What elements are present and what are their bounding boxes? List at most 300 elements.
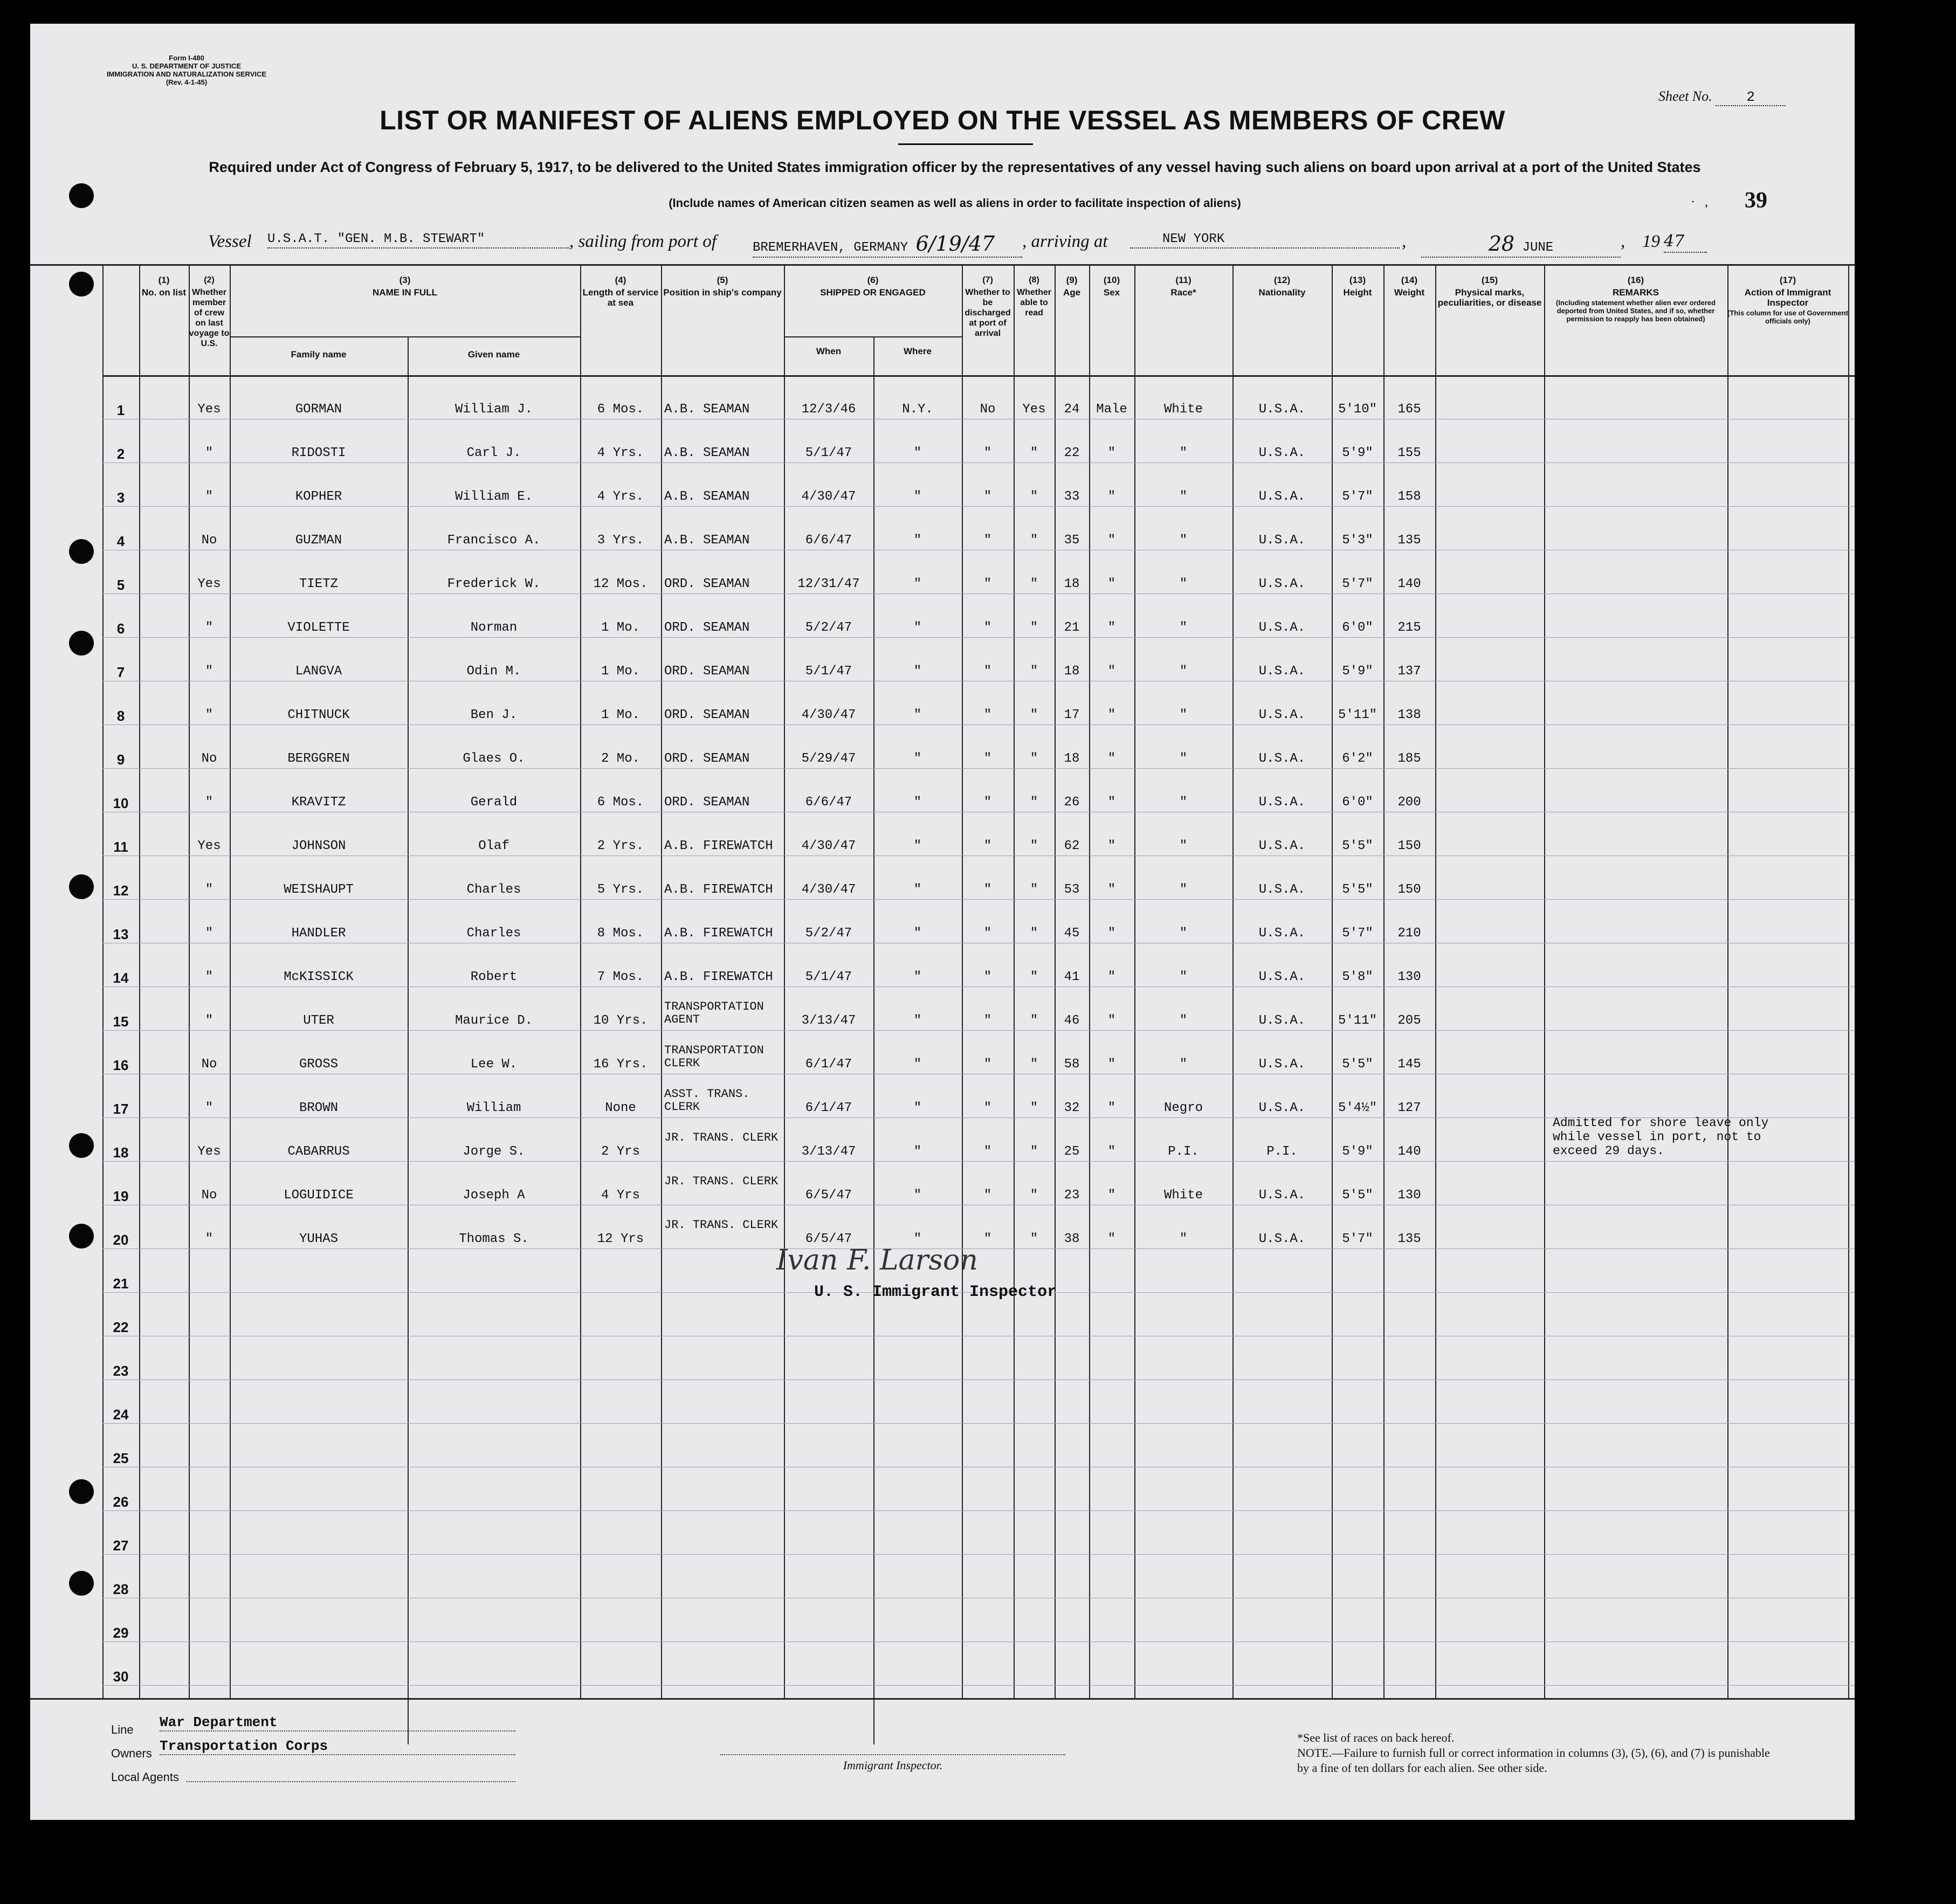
cell-age: 25 (1064, 1144, 1080, 1159)
cell-weight: 127 (1397, 1101, 1421, 1115)
cell-position: JR. TRANS. CLERK (664, 1218, 779, 1232)
row-number: 14 (113, 970, 129, 986)
cell-discharged: " (983, 926, 992, 941)
cell-last-voyage: " (205, 926, 213, 941)
comma: , (1621, 232, 1626, 251)
cell-nationality: U.S.A. (1258, 446, 1306, 460)
cell-sex: " (1107, 708, 1116, 722)
row-number: 15 (113, 1013, 129, 1030)
cell-discharged: " (983, 1188, 992, 1203)
row-number: 30 (113, 1668, 129, 1685)
cell-given-name: Joseph A (463, 1188, 525, 1203)
row-number: 20 (113, 1232, 129, 1248)
cell-weight: 165 (1397, 402, 1421, 417)
cell-age: 41 (1064, 970, 1080, 984)
cell-race: " (1179, 970, 1188, 984)
cell-given-name: Carl J. (466, 446, 521, 460)
row-number: 12 (113, 882, 129, 899)
cell-shipped-when: 4/30/47 (801, 839, 856, 853)
cell-length-service: 3 Yrs. (597, 533, 644, 548)
cell-shipped-when: 5/1/47 (805, 970, 852, 984)
cell-length-service: 6 Mos. (597, 795, 644, 810)
header-length-service: (4) Length of service at sea (582, 275, 659, 308)
cell-family-name: LOGUIDICE (284, 1188, 354, 1203)
sheet-number-label: Sheet No. (1658, 88, 1712, 104)
cell-last-voyage: " (205, 489, 213, 504)
cell-family-name: KRAVITZ (291, 795, 346, 810)
cell-shipped-where: " (913, 620, 922, 635)
cell-nationality: U.S.A. (1258, 1101, 1306, 1115)
cell-able-to-read: " (1030, 1013, 1038, 1028)
cell-race: " (1179, 533, 1188, 548)
cell-sex: " (1107, 882, 1116, 897)
cell-able-to-read: " (1030, 1232, 1038, 1246)
cell-able-to-read: Yes (1022, 402, 1046, 417)
cell-race: White (1163, 402, 1203, 417)
inspector-label: Immigrant Inspector. (843, 1758, 943, 1772)
cell-able-to-read: " (1030, 446, 1038, 460)
inspector-stamp: U. S. Immigrant Inspector (814, 1283, 1057, 1301)
header-able-to-read: (8) Whether able to read (1017, 275, 1051, 318)
cell-able-to-read: " (1030, 926, 1038, 941)
row-number: 28 (113, 1581, 129, 1597)
cell-position: A.B. SEAMAN (664, 402, 750, 417)
cell-given-name: Thomas S. (459, 1232, 529, 1246)
cell-able-to-read: " (1030, 577, 1038, 591)
header-nationality: (12) Nationality (1258, 275, 1306, 298)
cell-able-to-read: " (1030, 1188, 1038, 1203)
row-number: 3 (116, 489, 125, 506)
cell-race: " (1179, 708, 1188, 722)
cell-family-name: BROWN (299, 1101, 338, 1115)
cell-position: ORD. SEAMAN (664, 620, 750, 635)
cell-shipped-when: 5/1/47 (805, 664, 852, 679)
arrival-date (1421, 232, 1621, 258)
cell-age: 45 (1064, 926, 1080, 941)
cell-age: 62 (1064, 839, 1080, 853)
row-number: 16 (113, 1057, 129, 1073)
cell-discharged: " (983, 1101, 992, 1115)
row-number: 13 (113, 926, 129, 942)
cell-weight: 200 (1397, 795, 1421, 810)
cell-length-service: 8 Mos. (597, 926, 644, 941)
arriving-port (1130, 232, 1400, 249)
cell-discharged: " (983, 446, 992, 460)
cell-sex: " (1107, 970, 1116, 984)
cell-last-voyage: " (205, 708, 213, 722)
cell-shipped-where: " (913, 489, 922, 504)
header-when: When (816, 346, 842, 356)
cell-length-service: 4 Yrs (601, 1188, 640, 1203)
revision: (Rev. 4-1-45) (166, 78, 208, 86)
sailing-port-name: BREMERHAVEN, GERMANY (753, 240, 908, 255)
cell-height: 5'5" (1342, 1188, 1373, 1203)
cell-age: 22 (1064, 446, 1080, 460)
row-rule (102, 1161, 1855, 1162)
cell-last-voyage: " (205, 446, 213, 460)
cell-shipped-when: 5/29/47 (801, 751, 856, 766)
cell-length-service: 4 Yrs. (597, 489, 644, 504)
row-number: 1 (116, 402, 125, 418)
cell-shipped-where: " (913, 882, 922, 897)
cell-race: Negro (1163, 1101, 1203, 1115)
header-physical-marks: (15) Physical marks, peculiarities, or disease (1437, 275, 1542, 308)
cell-shipped-when: 6/5/47 (805, 1188, 852, 1203)
cell-race: " (1179, 489, 1188, 504)
cell-shipped-when: 6/1/47 (805, 1057, 852, 1072)
cell-able-to-read: " (1030, 1144, 1038, 1159)
cell-discharged: " (983, 795, 992, 810)
cell-shipped-when: 12/3/46 (801, 402, 856, 417)
cell-age: 46 (1064, 1013, 1080, 1028)
row-rule (102, 899, 1855, 900)
include-note: (Include names of American citizen seamen as well as aliens in order to facilitate inspection of aliens) (669, 196, 1241, 210)
cell-race: " (1179, 577, 1188, 591)
row-number: 9 (116, 751, 125, 768)
cell-shipped-where: " (913, 795, 922, 810)
cell-height: 5'5" (1342, 1057, 1373, 1072)
row-number: 29 (113, 1625, 129, 1641)
cell-height: 5'11" (1338, 708, 1377, 722)
cell-given-name: Charles (466, 882, 521, 897)
cell-race: White (1163, 1188, 1203, 1203)
row-number: 21 (113, 1275, 129, 1292)
department: U. S. DEPARTMENT OF JUSTICE (132, 62, 241, 70)
cell-age: 21 (1064, 620, 1080, 635)
cell-able-to-read: " (1030, 620, 1038, 635)
cell-shipped-where: " (913, 1101, 922, 1115)
cell-discharged: " (983, 882, 992, 897)
cell-given-name: Robert (470, 970, 518, 984)
cell-weight: 135 (1397, 533, 1421, 548)
sailing-label: , sailing from port of (569, 232, 717, 251)
cell-position: A.B. SEAMAN (664, 489, 750, 504)
cell-shipped-when: 4/30/47 (801, 489, 856, 504)
cell-nationality: U.S.A. (1258, 577, 1306, 591)
header-sex: (10) Sex (1103, 275, 1120, 298)
cell-family-name: TIETZ (299, 577, 338, 591)
cell-nationality: U.S.A. (1258, 402, 1306, 417)
cell-nationality: U.S.A. (1258, 1013, 1306, 1028)
row-number: 8 (116, 708, 125, 724)
comma: , (1402, 232, 1407, 251)
cell-age: 53 (1064, 882, 1080, 897)
cell-position: ORD. SEAMAN (664, 577, 750, 591)
cell-shipped-where: " (913, 446, 922, 460)
cell-length-service: 1 Mo. (601, 708, 640, 722)
cell-discharged: " (983, 620, 992, 635)
cell-length-service: 6 Mos. (597, 402, 644, 417)
row-number: 25 (113, 1450, 129, 1466)
cell-position: ORD. SEAMAN (664, 708, 750, 722)
binder-hole (69, 631, 94, 656)
cell-able-to-read: " (1030, 489, 1038, 504)
cell-sex: " (1107, 1232, 1116, 1246)
cell-discharged: " (983, 970, 992, 984)
row-number: 19 (113, 1188, 129, 1204)
cell-shipped-where: " (913, 839, 922, 853)
cell-last-voyage: Yes (197, 1144, 221, 1159)
owners-label: Owners (111, 1747, 152, 1760)
manifest-sheet (30, 24, 1855, 1820)
row-number: 11 (113, 839, 128, 855)
inspector-sign-line (720, 1754, 1065, 1755)
cell-height: 5'7" (1342, 926, 1373, 941)
cell-position: ASST. TRANS. CLERK (664, 1087, 750, 1114)
cell-given-name: William J. (454, 402, 533, 417)
sheet-number-value: 2 (1716, 89, 1786, 106)
cell-last-voyage: No (201, 751, 217, 766)
cell-position: ORD. SEAMAN (664, 751, 750, 766)
row-number: 24 (113, 1406, 129, 1423)
row-number: 23 (113, 1363, 129, 1379)
row-rule (102, 1510, 1855, 1511)
cell-position: A.B. SEAMAN (664, 446, 750, 460)
cell-shipped-where: " (913, 708, 922, 722)
cell-weight: 138 (1397, 708, 1421, 722)
cell-able-to-read: " (1030, 533, 1038, 548)
cell-sex: " (1107, 751, 1116, 766)
cell-nationality: U.S.A. (1258, 1232, 1306, 1246)
arrival-month: JUNE (1522, 240, 1554, 255)
header-age: (9) Age (1063, 275, 1081, 298)
cell-length-service: 2 Mo. (601, 751, 640, 766)
cell-last-voyage: " (205, 620, 213, 635)
sheet-number (1658, 88, 1786, 106)
cell-shipped-where: " (913, 1144, 922, 1159)
row-number: 2 (116, 446, 125, 462)
cell-age: 38 (1064, 1232, 1080, 1246)
cell-age: 32 (1064, 1101, 1080, 1115)
cell-discharged: " (983, 1232, 992, 1246)
cell-discharged: " (983, 489, 992, 504)
cell-age: 18 (1064, 577, 1080, 591)
cell-able-to-read: " (1030, 751, 1038, 766)
cell-nationality: U.S.A. (1258, 1057, 1306, 1072)
cell-given-name: William (466, 1101, 521, 1115)
form-identifier (106, 54, 267, 86)
cell-weight: 140 (1397, 1144, 1421, 1159)
cell-family-name: HANDLER (291, 926, 346, 941)
cell-age: 17 (1064, 708, 1080, 722)
header-last-voyage: (2) Whether member of crew on last voyage to U.S. (189, 275, 230, 348)
cell-shipped-when: 6/6/47 (805, 533, 852, 548)
header-bottom-rule (102, 375, 1855, 377)
cell-given-name: Charles (466, 926, 521, 941)
header-no-on-list: (1) No. on list (141, 275, 187, 298)
cell-last-voyage: Yes (197, 402, 221, 417)
cell-position: TRANSPORTATION AGENT (664, 1000, 764, 1026)
header-family-name: Family name (291, 349, 347, 360)
cell-height: 5'11" (1338, 1013, 1377, 1028)
local-agents-value (187, 1767, 515, 1782)
name-sub-rule (230, 336, 580, 337)
cell-height: 5'7" (1342, 577, 1373, 591)
cell-shipped-when: 6/1/47 (805, 1101, 852, 1115)
cell-nationality: U.S.A. (1258, 664, 1306, 679)
cell-length-service: 4 Yrs. (597, 446, 644, 460)
form-number: Form I-480 (169, 54, 204, 62)
cell-last-voyage: " (205, 1232, 213, 1246)
cell-shipped-where: " (913, 1232, 922, 1246)
local-agents-label: Local Agents (111, 1770, 179, 1784)
cell-sex: " (1107, 1013, 1116, 1028)
cell-position: JR. TRANS. CLERK (664, 1175, 779, 1188)
line-label: Line (111, 1723, 134, 1736)
cell-last-voyage: No (201, 1188, 217, 1203)
row-number: 10 (113, 795, 129, 811)
cell-family-name: GORMAN (295, 402, 342, 417)
cell-last-voyage: " (205, 664, 213, 679)
cell-height: 5'9" (1342, 446, 1373, 460)
cell-nationality: U.S.A. (1258, 620, 1306, 635)
cell-length-service: 2 Yrs. (597, 839, 644, 853)
cell-length-service: 12 Mos. (593, 577, 648, 591)
binder-hole (69, 1133, 94, 1158)
cell-family-name: RIDOSTI (291, 446, 346, 460)
cell-able-to-read: " (1030, 839, 1038, 853)
title-underline (898, 143, 1033, 145)
cell-sex: " (1107, 664, 1116, 679)
cell-nationality: U.S.A. (1258, 926, 1306, 941)
vessel-label: Vessel (208, 232, 252, 251)
cell-length-service: 7 Mos. (597, 970, 644, 984)
cell-family-name: UTER (303, 1013, 334, 1028)
sailing-port (753, 232, 1022, 258)
arriving-port-name: NEW YORK (1162, 232, 1225, 246)
cell-position: A.B. FIREWATCH (664, 882, 773, 897)
cell-family-name: BERGGREN (287, 751, 350, 766)
cell-race: " (1179, 1232, 1188, 1246)
cell-able-to-read: " (1030, 970, 1038, 984)
cell-race: " (1179, 446, 1188, 460)
cell-last-voyage: " (205, 970, 213, 984)
cell-race: " (1179, 751, 1188, 766)
year-suffix: 47 (1664, 232, 1707, 253)
sailing-date: 6/19/47 (915, 232, 995, 256)
row-number: 27 (113, 1537, 129, 1554)
cell-height: 5'3" (1342, 533, 1373, 548)
cell-race: " (1179, 926, 1188, 941)
row-rule (102, 1030, 1855, 1031)
cell-age: 35 (1064, 533, 1080, 548)
cell-length-service: 10 Yrs. (593, 1013, 648, 1028)
cell-age: 18 (1064, 664, 1080, 679)
binder-hole (69, 1479, 94, 1504)
cell-last-voyage: No (201, 1057, 217, 1072)
cell-sex: " (1107, 489, 1116, 504)
service: IMMIGRATION AND NATURALIZATION SERVICE (106, 70, 267, 78)
cell-last-voyage: No (201, 533, 217, 548)
remarks-shore-leave: Admitted for shore leave only while vessel in port, not to exceed 29 days. (1553, 1116, 1769, 1158)
cell-position: A.B. FIREWATCH (664, 839, 773, 853)
row-number: 4 (116, 533, 125, 549)
arrival-day: 28 (1488, 232, 1515, 256)
cell-sex: " (1107, 839, 1116, 853)
cell-discharged: " (983, 577, 992, 591)
binder-hole (69, 1224, 94, 1248)
races-note: *See list of races on back hereof. (1297, 1731, 1455, 1744)
cell-height: 6'2" (1342, 751, 1373, 766)
cell-age: 58 (1064, 1057, 1080, 1072)
cell-able-to-read: " (1030, 1101, 1038, 1115)
cell-weight: 137 (1397, 664, 1421, 679)
cell-family-name: CABARRUS (287, 1144, 350, 1159)
cell-age: 18 (1064, 751, 1080, 766)
cell-nationality: U.S.A. (1258, 1188, 1306, 1203)
cell-shipped-where: " (913, 1057, 922, 1072)
cell-sex: " (1107, 926, 1116, 941)
cell-discharged: " (983, 708, 992, 722)
cell-weight: 205 (1397, 1013, 1421, 1028)
cell-last-voyage: " (205, 1013, 213, 1028)
cell-sex: " (1107, 1144, 1116, 1159)
cell-sex: " (1107, 1057, 1116, 1072)
cell-height: 5'4½" (1338, 1101, 1377, 1115)
cell-age: 33 (1064, 489, 1080, 504)
cell-race: " (1179, 795, 1188, 810)
cell-shipped-where: N.Y. (902, 402, 933, 417)
header-remarks: (16) REMARKS (Including statement whether alien ever ordered deported from United States, and if so, whether permission to reapply has been obtained) (1555, 275, 1716, 323)
header-position: (5) Position in ship's company (663, 275, 782, 298)
row-number: 6 (116, 620, 125, 637)
cell-able-to-read: " (1030, 882, 1038, 897)
cell-sex: " (1107, 533, 1116, 548)
row-rule (102, 1641, 1855, 1642)
cell-last-voyage: Yes (197, 839, 221, 853)
cell-position: A.B. FIREWATCH (664, 970, 773, 984)
cell-shipped-where: " (913, 1013, 922, 1028)
table-top-rule (30, 264, 1855, 266)
cell-height: 5'7" (1342, 1232, 1373, 1246)
cell-given-name: William E. (454, 489, 533, 504)
cell-family-name: GROSS (299, 1057, 338, 1072)
cell-position: A.B. SEAMAN (664, 533, 750, 548)
cell-nationality: U.S.A. (1258, 489, 1306, 504)
cell-able-to-read: " (1030, 664, 1038, 679)
header-race: (11) Race* (1170, 275, 1196, 298)
binder-hole (69, 183, 94, 208)
page-number: 39 (1745, 188, 1767, 213)
cell-weight: 145 (1397, 1057, 1421, 1072)
cell-shipped-when: 5/2/47 (805, 620, 852, 635)
cell-height: 5'10" (1338, 402, 1377, 417)
shipped-sub-rule (784, 336, 962, 337)
cell-discharged: " (983, 1013, 992, 1028)
cell-given-name: Maurice D. (454, 1013, 533, 1028)
row-number: 17 (113, 1101, 129, 1117)
cell-sex: " (1107, 795, 1116, 810)
cell-family-name: VIOLETTE (287, 620, 350, 635)
row-number: 18 (113, 1144, 129, 1161)
row-rule (102, 768, 1855, 769)
cell-shipped-when: 6/5/47 (805, 1232, 852, 1246)
cell-shipped-where: " (913, 926, 922, 941)
cell-shipped-when: 5/1/47 (805, 446, 852, 460)
cell-shipped-when: 3/13/47 (801, 1144, 856, 1159)
cell-discharged: " (983, 839, 992, 853)
cell-family-name: LANGVA (295, 664, 342, 679)
row-rule (102, 506, 1855, 507)
cell-given-name: Frederick W. (447, 577, 541, 591)
cell-race: " (1179, 839, 1188, 853)
cell-height: 5'8" (1342, 970, 1373, 984)
cell-sex: " (1107, 577, 1116, 591)
cell-height: 6'0" (1342, 795, 1373, 810)
cell-given-name: Norman (470, 620, 518, 635)
cell-shipped-where: " (913, 533, 922, 548)
cell-position: JR. TRANS. CLERK (664, 1131, 779, 1144)
